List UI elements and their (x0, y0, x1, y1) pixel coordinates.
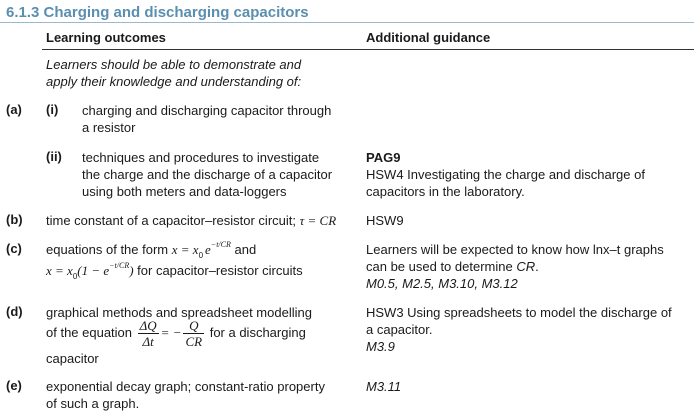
eq2-lhs: x = x (46, 263, 73, 278)
equals-minus: = − (160, 324, 182, 340)
item-d-guidance-line-2: a capacitor. (366, 322, 433, 337)
fraction-dq-dt (138, 318, 159, 349)
item-c-line-2 (46, 262, 303, 281)
item-c-guidance-line-2-pre: can be used to determine (366, 259, 517, 274)
header-additional-guidance: Additional guidance (366, 30, 491, 45)
fraction-dq: ΔQ (139, 318, 157, 333)
item-d-line-3: capacitor (46, 351, 99, 366)
item-c-guidance-line-1: Learners will be expected to know how lnx–t graphs (366, 242, 664, 257)
item-a-i-line-1: charging and discharging capacitor through (82, 103, 332, 118)
item-c-line-1-post: and (230, 242, 257, 257)
item-c-line-2-post: for capacitor–resistor circuits (133, 263, 303, 278)
item-d-line-2 (46, 318, 306, 349)
item-e-guidance: M3.11 (366, 379, 402, 394)
item-a-ii-line-2: the charge and the discharge of a capacitor (82, 167, 333, 182)
item-c-guidance-line-2 (366, 258, 539, 275)
item-c-label: (c) (6, 241, 22, 256)
time-constant-formula: τ = CR (299, 213, 337, 228)
item-a-i-line-2: a resistor (82, 120, 136, 135)
item-b-text (46, 212, 336, 229)
fraction-cr: CR (185, 334, 203, 349)
eq2-exponent: −t/CR (109, 261, 130, 270)
item-c-line-1 (46, 241, 256, 260)
item-c-line-1-pre: equations of the form (46, 242, 172, 257)
item-a-ii-label: (ii) (46, 149, 62, 164)
fraction-q: Q (183, 318, 204, 334)
eq2-end: ) (129, 263, 134, 278)
item-a-ii-guidance-pag: PAG9 (366, 150, 401, 165)
item-a-label: (a) (6, 102, 22, 117)
item-d-guidance-line-3: M3.9 (366, 339, 395, 354)
header-divider (42, 49, 694, 50)
eq1-subscript: 0 (198, 251, 204, 260)
item-c-guidance-line-2-post: . (535, 259, 539, 274)
item-d-label: (d) (6, 304, 23, 319)
item-a-ii-line-1: techniques and procedures to investigate (82, 150, 320, 165)
item-a-ii-line-3: using both meters and data-loggers (82, 184, 287, 199)
item-d-line-1: graphical methods and spreadsheet modelling (46, 305, 312, 320)
eq1-lhs: x = x (171, 242, 199, 257)
intro-line-1: Learners should be able to demonstrate and (46, 57, 302, 72)
section-title: 6.1.3 Charging and discharging capacitors (6, 4, 309, 21)
item-e-line-1: exponential decay graph; constant-ratio property (46, 379, 325, 394)
item-b-statement: time constant of a capacitor–resistor circuit; (46, 213, 300, 228)
item-a-i-label: (i) (46, 102, 59, 117)
eq2-subscript: 0 (72, 272, 78, 281)
eq2-mid: (1 − e (77, 263, 110, 278)
item-d-line-2-pre: of the equation (46, 324, 136, 340)
item-d-line-2-post: for a discharging (206, 324, 306, 340)
header-learning-outcomes: Learning outcomes (46, 30, 166, 45)
item-b-guidance: HSW9 (366, 213, 404, 228)
item-a-ii-guidance-line-2: capacitors in the laboratory. (366, 184, 525, 199)
title-divider (0, 22, 694, 23)
fraction-dt: Δt (142, 334, 154, 349)
item-d-guidance-line-1: HSW3 Using spreadsheets to model the discharge of (366, 305, 672, 320)
item-a-ii-guidance-line-1: HSW4 Investigating the charge and discharge of (366, 167, 645, 182)
eq1-exponent: −t/CR (210, 240, 231, 249)
eq1-e: e (205, 242, 211, 257)
item-c-guidance-cr: CR (516, 259, 536, 274)
fraction-q-cr (183, 318, 204, 349)
item-c-guidance-line-3: M0.5, M2.5, M3.10, M3.12 (366, 276, 518, 291)
item-e-line-2: of such a graph. (46, 396, 140, 411)
item-b-label: (b) (6, 212, 23, 227)
intro-line-2: apply their knowledge and understanding of: (46, 74, 302, 89)
item-e-label: (e) (6, 378, 22, 393)
